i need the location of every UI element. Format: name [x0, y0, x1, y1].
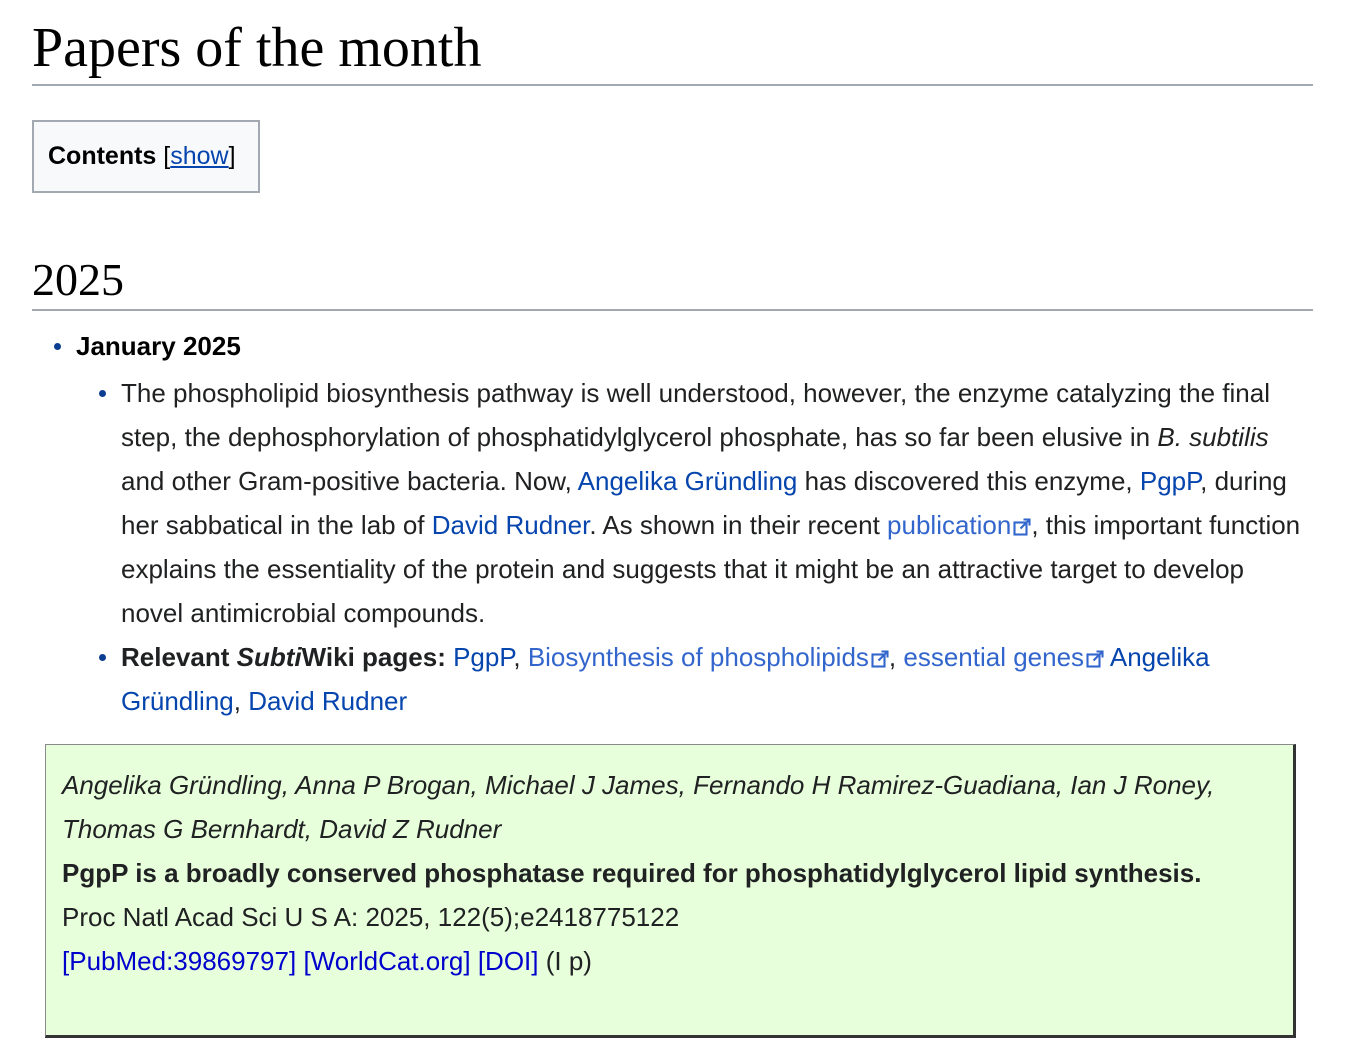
- bullet-icon: [54, 343, 61, 350]
- external-link-icon: [1086, 650, 1104, 668]
- paragraph-text: . As shown in their recent: [589, 510, 888, 540]
- link-publication-label: publication: [887, 510, 1012, 540]
- external-link-icon: [1013, 518, 1031, 536]
- toc-close-bracket: ]: [228, 142, 236, 170]
- reference-title: PgpP is a broadly conserved phosphatase required for phosphatidylglycerol lipid synthesis.: [62, 858, 1202, 888]
- link-publication[interactable]: [887, 510, 1031, 540]
- toc-label: Contents: [48, 142, 157, 170]
- doi-link[interactable]: [DOI]: [477, 946, 539, 976]
- relevant-link-essential-genes-label: essential genes: [903, 642, 1085, 672]
- month-item: [76, 329, 1313, 723]
- reference-links: [62, 939, 1277, 983]
- reference-note: (I p): [545, 946, 592, 976]
- month-list: [32, 329, 1313, 723]
- toc-open-bracket: [: [163, 142, 171, 170]
- paragraph-text: The phospholipid biosynthesis pathway is well understood, however, the enzyme catalyzing the final step, the dephosphorylation of phosphatidylglycerol phosphate, has so far been elusive in: [121, 378, 1271, 452]
- relevant-label-subti: Subti: [236, 642, 302, 672]
- table-of-contents: [32, 120, 260, 193]
- month-label: January 2025: [76, 331, 241, 361]
- relevant-pages: [121, 635, 1313, 723]
- external-link-icon: [871, 650, 889, 668]
- bullet-icon: [99, 654, 106, 661]
- toc-show-link[interactable]: show: [170, 142, 229, 170]
- reference-authors: Angelika Gründling, Anna P Brogan, Michael J James, Fernando H Ramirez-Guadiana, Ian J Roney, Thomas G Bernhardt, David Z Rudner: [62, 770, 1215, 844]
- page-title: Papers of the month: [32, 0, 1313, 86]
- paragraph-text: and other Gram-positive bacteria. Now,: [121, 466, 578, 496]
- bullet-icon: [99, 390, 106, 397]
- pubmed-link[interactable]: [PubMed:39869797]: [62, 946, 297, 976]
- paragraph-text: , this important function explains the essentiality of the protein and suggests that it might be an attractive target to develop novel antimicrobial compounds.: [121, 510, 1301, 628]
- paragraph-text: , during her sabbatical in the lab of: [121, 466, 1287, 540]
- relevant-link-david-rudner[interactable]: David Rudner: [248, 686, 408, 716]
- link-pgpp[interactable]: PgpP: [1139, 466, 1201, 496]
- relevant-label: [121, 642, 446, 672]
- section-heading-2025: 2025: [32, 257, 1313, 311]
- species-name: B. subtilis: [1157, 422, 1269, 452]
- relevant-link-angelika-grundling[interactable]: Angelika Gründling: [121, 642, 1210, 716]
- relevant-label-pre: Relevant: [121, 642, 237, 672]
- separator: ,: [888, 642, 904, 672]
- separator: ,: [513, 642, 528, 672]
- relevant-link-essential-genes[interactable]: [903, 642, 1104, 672]
- relevant-link-pgpp[interactable]: PgpP: [453, 642, 514, 672]
- reference-journal: Proc Natl Acad Sci U S A: 2025, 122(5);e2418775122: [62, 902, 680, 932]
- relevant-link-biosynthesis-label: Biosynthesis of phospholipids: [527, 642, 869, 672]
- relevant-label-post: Wiki pages:: [301, 642, 446, 672]
- separator: ,: [233, 686, 249, 716]
- relevant-link-biosynthesis[interactable]: [528, 642, 889, 672]
- link-angelika-grundling[interactable]: Angelika Gründling: [577, 466, 798, 496]
- worldcat-link[interactable]: [WorldCat.org]: [303, 946, 471, 976]
- reference-box: [45, 744, 1296, 1038]
- month-entries: [76, 371, 1313, 723]
- link-david-rudner[interactable]: David Rudner: [431, 510, 590, 540]
- summary-paragraph: [121, 371, 1313, 635]
- paragraph-text: has discovered this enzyme,: [797, 466, 1140, 496]
